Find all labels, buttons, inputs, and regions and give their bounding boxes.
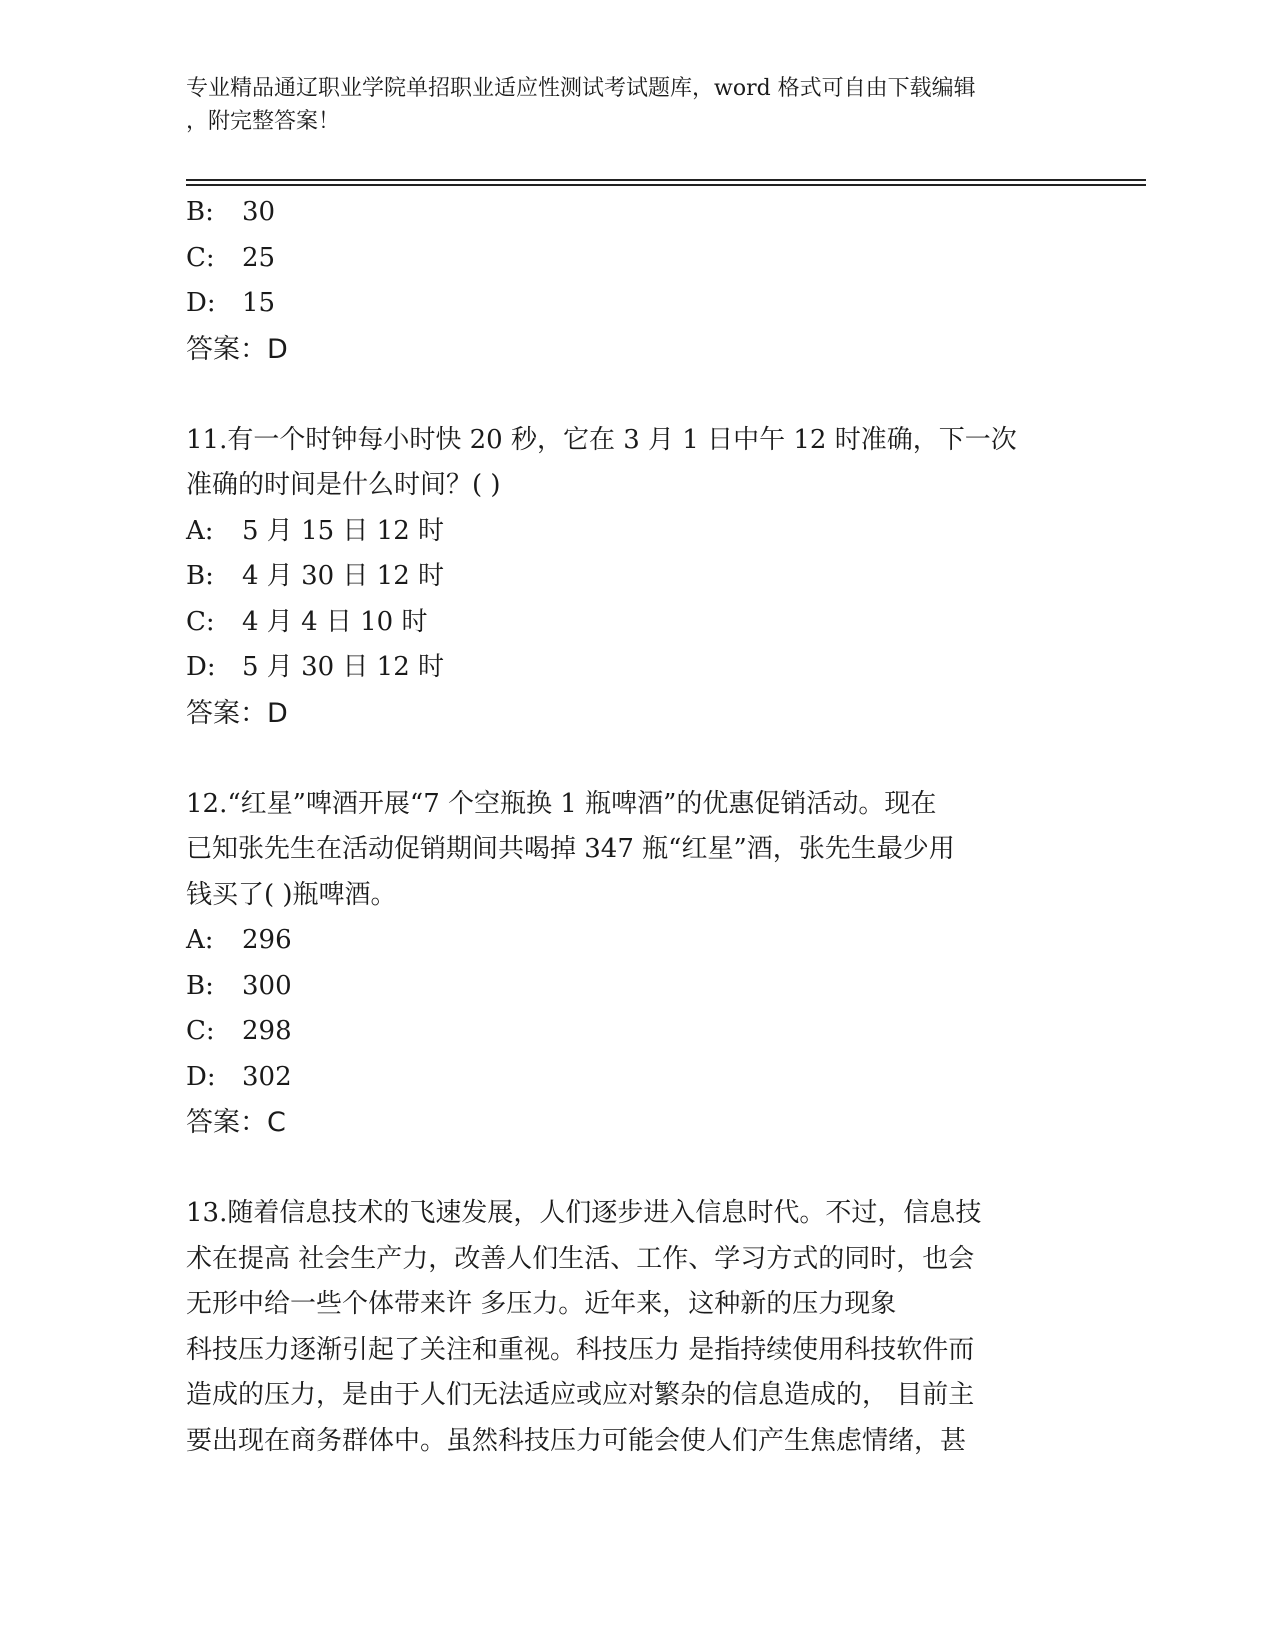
option-b — [186, 190, 1066, 236]
option-text: 300 — [242, 970, 292, 1001]
q12-option-b — [186, 964, 1066, 1010]
option-text: 15 — [242, 288, 276, 318]
question-13-line-6: 要出现在商务群体中。虽然科技压力可能会使人们产生焦虑情绪，甚 — [186, 1425, 967, 1456]
q12-option-d — [186, 1055, 1066, 1101]
option-letter: B: — [186, 197, 214, 227]
q11-option-a — [186, 509, 1066, 555]
option-letter: C: — [186, 606, 215, 637]
question-12-line-3: 钱买了( )瓶啤酒。 — [186, 879, 397, 910]
q12-option-c — [186, 1009, 1066, 1055]
question-13-line-3: 无形中给一些个体带来许 多压力。近年来，这种新的压力现象 — [186, 1289, 897, 1319]
spacer — [186, 372, 1066, 418]
question-11-line-1: 11.有一个时钟每小时快 20 秒，它在 3 月 1 日中午 12 时准确，下一次 — [186, 424, 1017, 455]
q12-option-a — [186, 918, 1066, 964]
option-text: 302 — [242, 1061, 292, 1092]
document-body — [186, 190, 1066, 1464]
option-text: 5 月 30 日 12 时 — [242, 652, 445, 682]
option-letter: D: — [186, 652, 216, 682]
q11-option-b — [186, 554, 1066, 600]
q11-option-c — [186, 600, 1066, 646]
header-line-2: ，附完整答案！ — [186, 109, 341, 134]
option-letter: D: — [186, 288, 216, 318]
question-13-line-5: 造成的压力，是由于人们无法适应或应对繁杂的信息造成的， 目前主 — [186, 1380, 975, 1410]
header-rule-bottom — [186, 184, 1146, 186]
header-rule-top — [186, 179, 1146, 181]
question-11-line-2: 准确的时间是什么时间？( ) — [186, 470, 501, 500]
question-13-line-1: 13.随着信息技术的飞速发展，人们逐步进入信息时代。不过，信息技 — [186, 1198, 982, 1228]
option-c — [186, 236, 1066, 282]
spacer — [186, 736, 1066, 782]
question-12-line-1: 12.“红星”啤酒开展“7 个空瓶换 1 瓶啤酒”的优惠促销活动。现在 — [186, 788, 937, 819]
option-letter: C: — [186, 242, 215, 273]
option-letter: D: — [186, 1061, 216, 1092]
q11-option-d — [186, 645, 1066, 691]
q12-answer: 答案：C — [186, 1107, 286, 1138]
option-text: 5 月 15 日 12 时 — [242, 515, 445, 546]
option-d — [186, 281, 1066, 327]
option-text: 4 月 30 日 12 时 — [242, 561, 445, 591]
option-text: 4 月 4 日 10 时 — [242, 606, 428, 637]
option-text: 298 — [242, 1016, 292, 1046]
option-letter: A: — [186, 925, 214, 955]
spacer — [186, 1146, 1066, 1192]
answer: 答案：D — [186, 333, 288, 365]
question-12-line-2: 已知张先生在活动促销期间共喝掉 347 瓶“红星”酒，张先生最少用 — [186, 834, 955, 864]
option-letter: B: — [186, 561, 214, 591]
option-letter: B: — [186, 970, 214, 1001]
option-letter: A: — [186, 515, 214, 546]
question-13-line-4: 科技压力逐渐引起了关注和重视。科技压力 是指持续使用科技软件而 — [186, 1334, 975, 1365]
option-text: 296 — [242, 925, 292, 955]
document-header — [186, 72, 1066, 138]
header-line-1: 专业精品通辽职业学院单招职业适应性测试考试题库，word 格式可自由下载编辑 — [186, 76, 976, 101]
question-13-line-2: 术在提高 社会生产力，改善人们生活、工作、学习方式的同时，也会 — [186, 1243, 975, 1274]
option-letter: C: — [186, 1016, 215, 1046]
q11-answer: 答案：D — [186, 697, 288, 729]
option-text: 30 — [242, 197, 276, 227]
option-text: 25 — [242, 242, 276, 273]
